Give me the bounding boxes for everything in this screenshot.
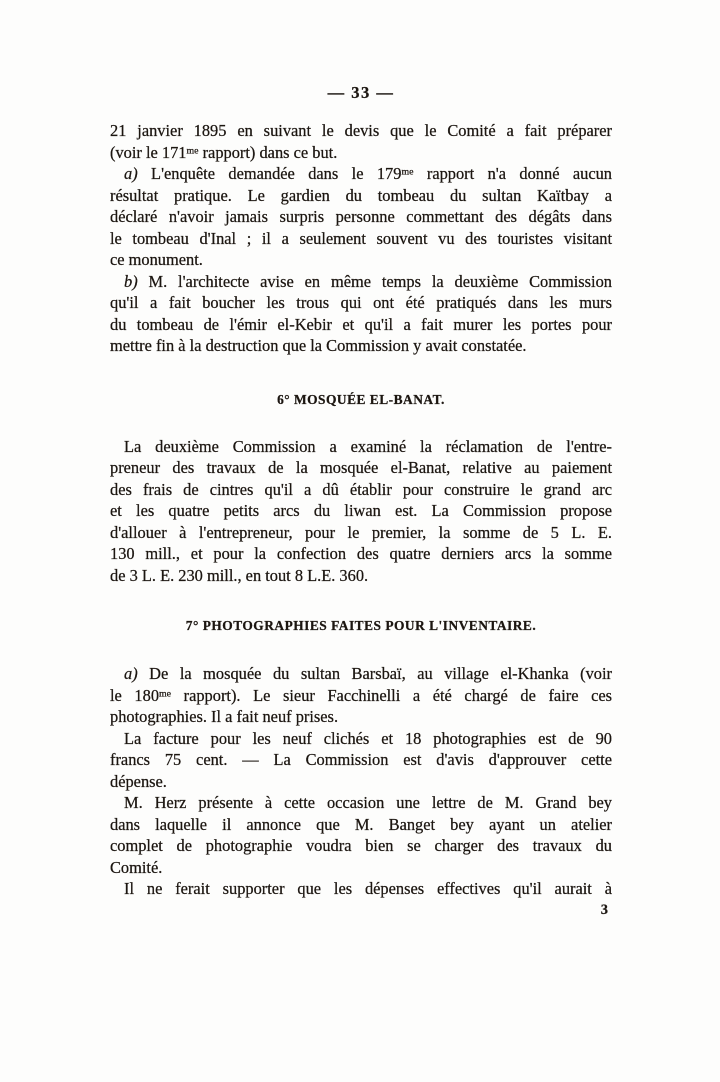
ordinal-superscript: me (401, 166, 414, 178)
text-segment: du tombeau de l'émir el-Kebir et qu'il a fait murer les portes pour (110, 314, 612, 334)
text-segment: (voir le 171 (110, 142, 187, 162)
page-number-header: — 33 — (327, 83, 395, 102)
text-line (110, 436, 612, 458)
text-segment: francs 75 cent. — La Commission est d'avis d'approuver cette (110, 750, 612, 769)
text-line (110, 142, 612, 164)
text-line (110, 565, 612, 587)
ordinal-superscript: me (186, 145, 199, 157)
text-segment: le 180 (110, 685, 160, 705)
text-line (110, 792, 612, 814)
text-segment: dans laquelle il annonce que M. Banget bey ayant un atelier (110, 814, 612, 834)
text-segment: M. Herz présente à cette occasion une lettre de M. Grand bey (124, 793, 612, 812)
paragraph-facture-cliches (110, 728, 612, 793)
text-line (110, 728, 612, 750)
text-segment: et les quatre petits arcs du liwan est. La Commission propose (110, 501, 612, 520)
text-line (110, 249, 612, 271)
text-line (110, 835, 612, 857)
text-line (110, 663, 612, 685)
text-segment: le tombeau d'Inal ; il a seulement souvent vu des touristes visitant (110, 228, 612, 248)
text-segment: dépense. (110, 771, 167, 791)
text-segment: Comité. (110, 857, 163, 877)
text-segment: La deuxième Commission a examiné la réclamation de l'entre- (124, 436, 612, 456)
italic-list-letter: a) (124, 164, 138, 183)
section-heading-7-photographies-inventaire: 7° PHOTOGRAPHIES FAITES POUR L'INVENTAIRE. (185, 618, 537, 633)
text-line (110, 706, 612, 728)
text-line (110, 120, 612, 142)
text-segment: résultat pratique. Le gardien du tombeau du sultan Kaïtbay a (110, 185, 612, 205)
paragraph-depenses-effectives (110, 878, 612, 900)
text-segment: mettre fin à la destruction que la Commission y avait constatée. (110, 336, 527, 355)
signature-mark: 3 (600, 901, 608, 918)
text-line (110, 685, 612, 707)
text-column (110, 82, 612, 921)
text-segment: rapport). Le sieur Facchinelli a été chargé de faire ces (171, 685, 612, 705)
text-line (110, 335, 612, 357)
paragraph-b-architecte-el-kebir (110, 271, 612, 357)
text-line (110, 163, 612, 185)
text-line (110, 771, 612, 793)
text-line (110, 185, 612, 207)
text-line (110, 228, 612, 250)
italic-list-letter: a) (124, 664, 138, 683)
text-segment: preneur des travaux de la mosquée el-Banat, relative au paiement (110, 458, 612, 477)
italic-list-letter: b) (124, 271, 138, 291)
text-line (110, 479, 612, 501)
text-segment: De la mosquée du sultan Barsbaï, au village el-Khanka (voir (137, 664, 612, 683)
text-segment: rapport n'a donné aucun (413, 164, 612, 183)
section-heading-6-mosquee-el-banat: 6° MOSQUÉE EL-BANAT. (277, 391, 445, 407)
text-segment: d'allouer à l'entrepreneur, pour le premier, la somme de 5 L. E. (110, 522, 612, 542)
text-segment: rapport) dans ce but. (198, 142, 338, 162)
paragraph-herz-lettre-grand-bey (110, 792, 612, 878)
text-segment: Il ne ferait supporter que les dépenses effectives qu'il aurait à (124, 879, 612, 898)
text-line (110, 857, 612, 879)
text-segment: de 3 L. E. 230 mill., en tout 8 L.E. 360. (110, 565, 369, 585)
text-segment: photographies. Il a fait neuf prises. (110, 707, 339, 726)
paragraph-a-barsbai-facchinelli (110, 663, 612, 728)
ordinal-superscript: me (159, 688, 172, 700)
text-segment: déclaré n'avoir jamais surpris personne commettant des dégâts dans (110, 207, 612, 226)
paragraph-a-enquete-kaitbay (110, 163, 612, 271)
text-segment: ce monument. (110, 250, 203, 269)
text-line (110, 522, 612, 544)
text-line (110, 814, 612, 836)
text-segment: M. l'architecte avise en même temps la deuxième Commission (137, 271, 612, 291)
text-segment: La facture pour les neuf clichés et 18 photographies est de 90 (124, 728, 612, 748)
text-segment: des frais de cintres qu'il a dû établir pour construire le grand arc (110, 479, 612, 499)
text-segment: qu'il a fait boucher les trous qui ont été pratiqués dans les murs (110, 293, 612, 312)
text-segment: 21 janvier 1895 en suivant le devis que le Comité a fait préparer (110, 121, 612, 140)
paragraph-reclamation-entrepreneur (110, 436, 612, 587)
paragraph-devis-comite (110, 120, 612, 163)
text-line (110, 271, 612, 293)
text-segment: L'enquête demandée dans le 179 (137, 164, 402, 183)
text-line (110, 314, 612, 336)
text-line (110, 500, 612, 522)
text-line (110, 457, 612, 479)
text-segment: complet de photographie voudra bien se charger des travaux du (110, 836, 612, 855)
text-segment: 130 mill., et pour la confection des quatre derniers arcs la somme (110, 544, 612, 563)
text-line (110, 292, 612, 314)
text-line (110, 206, 612, 228)
text-line (110, 749, 612, 771)
text-line (110, 878, 612, 900)
text-line (110, 543, 612, 565)
